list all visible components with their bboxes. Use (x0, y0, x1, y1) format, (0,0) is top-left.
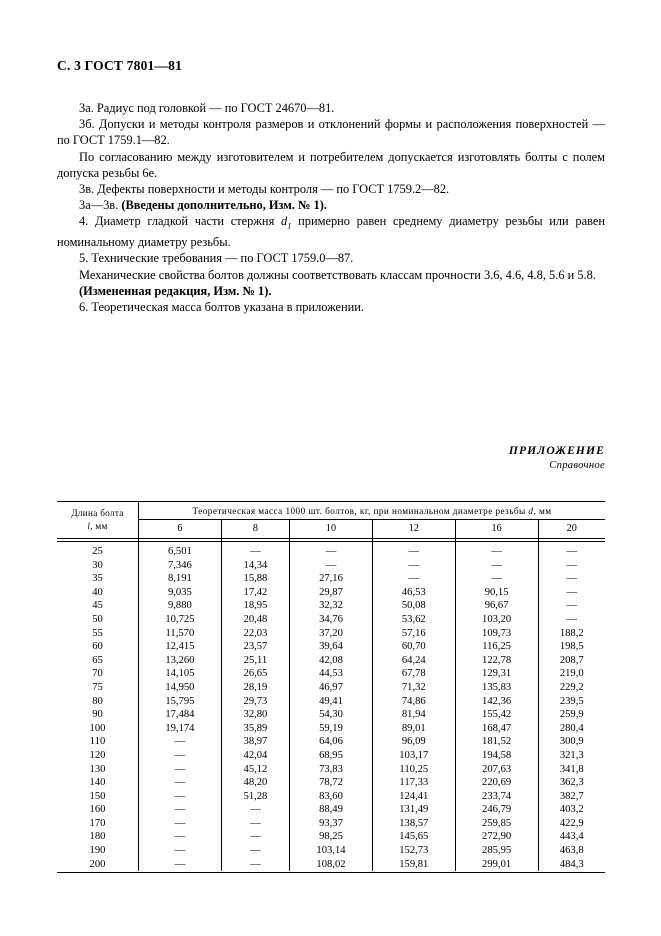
cell-bolt-length: 35 (57, 572, 139, 586)
cell-mass-d10: 32,32 (290, 599, 373, 613)
cell-mass-d6: — (139, 735, 222, 749)
cell-mass-d8: 28,19 (221, 681, 289, 695)
cell-mass-d6: — (139, 830, 222, 844)
cell-mass-d10: 27,16 (290, 572, 373, 586)
cell-mass-d10: — (290, 538, 373, 559)
header-diameter-12: 12 (372, 520, 455, 539)
cell-mass-d12: 74,86 (372, 695, 455, 709)
cell-mass-d20: 484,3 (559, 858, 584, 870)
cell-mass-d16: 116,25 (455, 640, 538, 654)
cell-mass-d20: 443,4 (559, 831, 584, 843)
cell-mass-d20: — (566, 586, 578, 598)
table-header-row-diameters (57, 520, 605, 539)
cell-mass-d8: 48,20 (221, 776, 289, 790)
paragraph-3a: 3а. Радиус под головкой — по ГОСТ 24670—81. (79, 101, 335, 115)
paragraph-4 (57, 213, 605, 250)
table-row (57, 763, 605, 777)
cell-mass-d10: 39,64 (290, 640, 373, 654)
cell-bolt-length: 160 (57, 803, 139, 817)
table-row (57, 858, 605, 872)
cell-mass-d16: 122,78 (455, 654, 538, 668)
cell-mass-d12: 138,57 (372, 817, 455, 831)
table-row (57, 844, 605, 858)
cell-mass-d20: — (566, 546, 578, 557)
cell-mass-d20: 239,5 (559, 695, 584, 707)
cell-bolt-length: 50 (57, 613, 139, 627)
cell-mass-d12: 124,41 (372, 790, 455, 804)
header-diameter-6: 6 (139, 520, 222, 539)
cell-mass-d8: 45,12 (221, 763, 289, 777)
table-row (57, 586, 605, 600)
cell-mass-d6: 8,191 (139, 572, 222, 586)
header-diameter-8: 8 (221, 520, 289, 539)
cell-mass-d12: 96,09 (372, 735, 455, 749)
cell-mass-d20: — (566, 559, 578, 571)
cell-mass-d16: 259,85 (455, 817, 538, 831)
cell-mass-d12: 89,01 (372, 722, 455, 736)
cell-mass-d16: 285,95 (455, 844, 538, 858)
cell-mass-d8: — (221, 830, 289, 844)
note-prefix: 3а—3в. (79, 198, 122, 213)
paragraph-agreement: По согласованию между изготовителем и потребителем допускается изготовлять болты с полем допуска резьбы 6е. (57, 149, 605, 180)
page-header: С. 3 ГОСТ 7801—81 (57, 58, 183, 73)
cell-mass-d12: 50,08 (372, 599, 455, 613)
cell-mass-d16: 194,58 (455, 749, 538, 763)
header-diameter-20: 20 (566, 523, 577, 534)
cell-mass-d20: 403,2 (559, 804, 584, 816)
cell-mass-d12: 57,16 (372, 627, 455, 641)
cell-mass-d16: 129,31 (455, 667, 538, 681)
cell-mass-d6: 13,260 (139, 654, 222, 668)
cell-mass-d12: 64,24 (372, 654, 455, 668)
table-row (57, 681, 605, 695)
cell-bolt-length: 180 (57, 830, 139, 844)
cell-mass-d12: 60,70 (372, 640, 455, 654)
cell-mass-d16: 155,42 (455, 708, 538, 722)
cell-mass-d16: 299,01 (455, 858, 538, 872)
cell-mass-d16: 142,36 (455, 695, 538, 709)
cell-mass-d10: 78,72 (290, 776, 373, 790)
cell-bolt-length: 150 (57, 790, 139, 804)
table-row (57, 572, 605, 586)
cell-mass-d6: 6,501 (139, 538, 222, 559)
cell-mass-d6: 9,880 (139, 599, 222, 613)
cell-bolt-length: 55 (57, 627, 139, 641)
cell-mass-d12: 152,73 (372, 844, 455, 858)
cell-mass-d10: 103,14 (290, 844, 373, 858)
table-header-row-top (57, 502, 605, 520)
cell-mass-d8: 14,34 (221, 559, 289, 573)
header-bolt-length-line1: Длина болта (71, 508, 124, 518)
cell-bolt-length: 65 (57, 654, 139, 668)
cell-mass-d16: 233,74 (455, 790, 538, 804)
table-row (57, 749, 605, 763)
cell-bolt-length: 75 (57, 681, 139, 695)
table-row (57, 817, 605, 831)
table-row (57, 722, 605, 736)
cell-mass-d6: — (139, 858, 222, 872)
cell-bolt-length: 170 (57, 817, 139, 831)
paragraph-6: 6. Теоретическая масса болтов указана в приложении. (79, 299, 365, 314)
table-row (57, 559, 605, 573)
cell-mass-d12: — (372, 572, 455, 586)
cell-mass-d16: — (455, 559, 538, 573)
cell-bolt-length: 110 (57, 735, 139, 749)
cell-mass-d16: — (455, 538, 538, 559)
cell-mass-d8: 26,65 (221, 667, 289, 681)
cell-mass-d10: 93,37 (290, 817, 373, 831)
cell-mass-d8: — (221, 538, 289, 559)
cell-mass-d10: — (290, 559, 373, 573)
cell-mass-d10: 88,49 (290, 803, 373, 817)
cell-mass-d12: 131,49 (372, 803, 455, 817)
cell-mass-d8: 18,95 (221, 599, 289, 613)
cell-mass-d16: 181,52 (455, 735, 538, 749)
cell-mass-d12: 67,78 (372, 667, 455, 681)
body-text-block (57, 100, 605, 315)
variable-d1-subscript: 1 (287, 220, 292, 231)
table-head (57, 502, 605, 539)
cell-bolt-length: 200 (57, 858, 139, 872)
cell-mass-d20: 321,3 (559, 749, 584, 761)
header-diameter-16: 16 (455, 520, 538, 539)
paragraph-5: 5. Технические требования — по ГОСТ 1759.0—87. (79, 251, 354, 266)
cell-mass-d6: — (139, 844, 222, 858)
cell-mass-d16: — (455, 572, 538, 586)
cell-mass-d16: 90,15 (455, 586, 538, 600)
table-row (57, 790, 605, 804)
cell-mass-d12: 71,32 (372, 681, 455, 695)
header-cell-mass-span (139, 502, 606, 520)
table-row (57, 627, 605, 641)
mass-table-wrapper (57, 501, 605, 871)
cell-mass-d6: 19,174 (139, 722, 222, 736)
cell-mass-d8: — (221, 803, 289, 817)
table-row (57, 708, 605, 722)
cell-bolt-length: 190 (57, 844, 139, 858)
paragraph-3b: 3б. Допуски и методы контроля размеров и отклонений формы и расположения поверхностей — по ГОСТ 1759.1—82. (57, 117, 605, 148)
paragraph-4-part-b: примерно равен среднему диаметру резьбы или равен номинальному диаметру резьбы. (57, 214, 605, 250)
cell-mass-d12: 117,33 (372, 776, 455, 790)
cell-mass-d20: 208,7 (559, 654, 584, 666)
cell-mass-d12: 103,17 (372, 749, 455, 763)
theoretical-mass-table (57, 501, 605, 871)
cell-mass-d6: 7,346 (139, 559, 222, 573)
paragraph-3a-3v-note (57, 197, 605, 213)
cell-mass-d16: 246,79 (455, 803, 538, 817)
cell-bolt-length: 60 (57, 640, 139, 654)
paragraph-revision-note (57, 283, 605, 299)
paragraph-mech-props: Механические свойства болтов должны соответствовать классам прочности 3.6, 4.6, 4.8, 5.6 и 5.8. (79, 267, 596, 282)
revision-note-bold: (Измененная редакция, Изм. № 1). (79, 283, 272, 298)
cell-mass-d6: 9,035 (139, 586, 222, 600)
cell-mass-d6: — (139, 776, 222, 790)
cell-mass-d16: 96,67 (455, 599, 538, 613)
cell-bolt-length: 30 (57, 559, 139, 573)
cell-mass-d20: 198,5 (559, 641, 584, 653)
cell-mass-d8: — (221, 817, 289, 831)
cell-mass-d8: 32,80 (221, 708, 289, 722)
cell-mass-d8: — (221, 844, 289, 858)
table-row (57, 613, 605, 627)
cell-mass-d12: 46,53 (372, 586, 455, 600)
cell-mass-d20: 362,3 (559, 777, 584, 789)
cell-mass-d16: 220,69 (455, 776, 538, 790)
header-mass-span-b: , мм (533, 506, 552, 516)
cell-mass-d6: 10,725 (139, 613, 222, 627)
cell-mass-d8: 23,57 (221, 640, 289, 654)
table-header-rule-lower (57, 541, 605, 542)
cell-mass-d20: 382,7 (559, 790, 584, 802)
header-diameter-10: 10 (290, 520, 373, 539)
cell-mass-d12: — (372, 538, 455, 559)
cell-bolt-length: 100 (57, 722, 139, 736)
cell-bolt-length: 140 (57, 776, 139, 790)
cell-mass-d10: 108,02 (290, 858, 373, 872)
header-mass-span-a: Теоретическая масса 1000 шт. болтов, кг, при номинальном диаметре резьбы (192, 506, 529, 516)
appendix-heading-block (509, 443, 605, 473)
cell-mass-d6: 17,484 (139, 708, 222, 722)
cell-mass-d8: 29,73 (221, 695, 289, 709)
table-body (57, 538, 605, 871)
cell-mass-d16: 168,47 (455, 722, 538, 736)
cell-mass-d6: — (139, 803, 222, 817)
header-cell-bolt-length (57, 502, 139, 539)
cell-mass-d6: — (139, 817, 222, 831)
cell-mass-d6: — (139, 749, 222, 763)
cell-mass-d12: 110,25 (372, 763, 455, 777)
cell-mass-d8: 25,11 (221, 654, 289, 668)
paragraph-3v: 3в. Дефекты поверхности и методы контроля — по ГОСТ 1759.2—82. (79, 182, 450, 197)
table-row (57, 695, 605, 709)
cell-mass-d8: 38,97 (221, 735, 289, 749)
appendix-title: ПРИЛОЖЕНИЕ (508, 444, 605, 457)
cell-bolt-length: 130 (57, 763, 139, 777)
cell-mass-d10: 49,41 (290, 695, 373, 709)
cell-mass-d20: 188,2 (559, 627, 584, 639)
cell-mass-d8: 20,48 (221, 613, 289, 627)
cell-bolt-length: 25 (57, 538, 139, 559)
cell-mass-d8: — (221, 858, 289, 872)
cell-mass-d16: 207,63 (455, 763, 538, 777)
cell-mass-d8: 35,89 (221, 722, 289, 736)
cell-mass-d10: 64,06 (290, 735, 373, 749)
cell-mass-d6: — (139, 763, 222, 777)
cell-mass-d10: 83,60 (290, 790, 373, 804)
cell-bolt-length: 70 (57, 667, 139, 681)
note-bold: (Введены дополнительно, Изм. № 1). (121, 198, 327, 213)
cell-bolt-length: 40 (57, 586, 139, 600)
header-mass-span-var: d (528, 506, 534, 516)
cell-mass-d8: 42,04 (221, 749, 289, 763)
table-row (57, 667, 605, 681)
cell-mass-d6: 14,105 (139, 667, 222, 681)
cell-mass-d6: 12,415 (139, 640, 222, 654)
cell-mass-d16: 135,83 (455, 681, 538, 695)
cell-mass-d6: 15,795 (139, 695, 222, 709)
cell-mass-d6: — (139, 790, 222, 804)
cell-mass-d10: 98,25 (290, 830, 373, 844)
cell-mass-d20: 280,4 (559, 722, 584, 734)
header-bolt-length-line2: , мм (90, 520, 108, 531)
cell-mass-d6: 11,570 (139, 627, 222, 641)
cell-bolt-length: 90 (57, 708, 139, 722)
table-row (57, 640, 605, 654)
cell-mass-d10: 42,08 (290, 654, 373, 668)
table-row (57, 735, 605, 749)
cell-mass-d6: 14,950 (139, 681, 222, 695)
paragraph-4-part-a: 4. Диаметр гладкой части стержня (79, 214, 281, 229)
cell-mass-d20: 300,9 (559, 736, 584, 748)
cell-mass-d12: 145,65 (372, 830, 455, 844)
table-bottom-rule (57, 872, 605, 873)
cell-bolt-length: 45 (57, 599, 139, 613)
appendix-subtitle: Справочное (549, 460, 605, 471)
cell-mass-d12: 81,94 (372, 708, 455, 722)
cell-mass-d20: — (566, 573, 578, 585)
cell-mass-d20: 422,9 (559, 817, 584, 829)
cell-mass-d10: 34,76 (290, 613, 373, 627)
table-row (57, 776, 605, 790)
cell-mass-d16: 103,20 (455, 613, 538, 627)
cell-mass-d10: 37,20 (290, 627, 373, 641)
cell-mass-d10: 73,83 (290, 763, 373, 777)
cell-mass-d10: 44,53 (290, 667, 373, 681)
table-row (57, 599, 605, 613)
variable-d1: d (280, 214, 288, 229)
cell-mass-d20: 229,2 (559, 681, 584, 693)
cell-mass-d8: 22,03 (221, 627, 289, 641)
cell-mass-d16: 272,90 (455, 830, 538, 844)
cell-mass-d8: 17,42 (221, 586, 289, 600)
cell-mass-d12: — (372, 559, 455, 573)
table-row (57, 654, 605, 668)
cell-mass-d16: 109,73 (455, 627, 538, 641)
cell-mass-d20: — (566, 600, 578, 612)
cell-bolt-length: 120 (57, 749, 139, 763)
cell-mass-d10: 46,97 (290, 681, 373, 695)
cell-mass-d12: 53,62 (372, 613, 455, 627)
cell-mass-d10: 54,30 (290, 708, 373, 722)
cell-mass-d20: 259,9 (559, 709, 584, 721)
cell-mass-d20: 219,0 (559, 668, 584, 680)
table-row (57, 803, 605, 817)
cell-mass-d10: 59,19 (290, 722, 373, 736)
cell-mass-d8: 15,88 (221, 572, 289, 586)
cell-mass-d20: 341,8 (559, 763, 584, 775)
header-bolt-length-var: l (87, 520, 91, 531)
cell-mass-d10: 68,95 (290, 749, 373, 763)
table-header-rule-upper (57, 538, 605, 539)
table-row (57, 830, 605, 844)
cell-bolt-length: 80 (57, 695, 139, 709)
cell-mass-d20: — (566, 613, 578, 625)
cell-mass-d10: 29,87 (290, 586, 373, 600)
cell-mass-d8: 51,28 (221, 790, 289, 804)
cell-mass-d20: 463,8 (559, 845, 584, 857)
cell-mass-d12: 159,81 (372, 858, 455, 872)
